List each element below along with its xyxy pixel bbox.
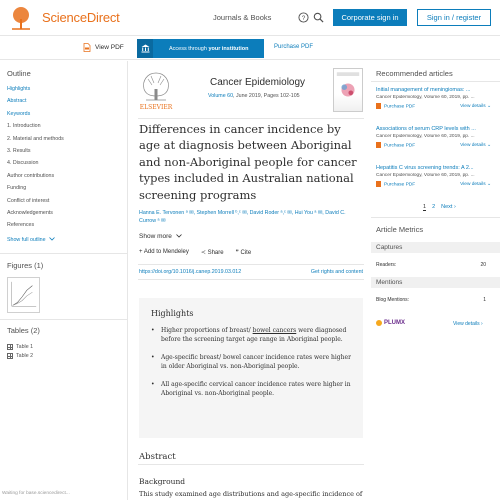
page-1-link[interactable]: 1 [423,204,427,210]
publisher-name: ELSEVIER [139,104,173,111]
show-more-label: Show more [139,233,172,240]
chevron-right-icon: › [480,321,483,327]
recommended-title-link[interactable]: Initial management of meningiomas: ... [376,87,471,93]
issue-info: , June 2019, Pages 102-105 [233,93,300,99]
recommended-article [376,126,491,148]
view-details-label: View details [453,321,480,327]
quote-icon: ❞ [235,250,239,256]
author-list[interactable]: Hanna E. Tervonen ᵃ ✉, Stephen Morrell ᵇ,ᶜ ✉, David Roder ᵃ,ᶜ ✉, Hui You ᵃ ✉, David C. Currow ᵃ ✉ [139,210,346,224]
recommended-title: Recommended articles [376,69,453,78]
chevron-down-icon: ⌄ [486,103,491,109]
figures-title: Figures (1) [7,261,44,270]
highlight-item [151,353,351,371]
plus-icon: + [139,249,143,255]
outline-item[interactable]: Highlights [7,86,31,92]
chevron-down-icon [176,234,182,238]
readers-row [376,262,486,268]
table-icon [7,353,13,359]
outline-item[interactable]: 3. Results [7,148,31,154]
purchase-pdf-link[interactable] [376,103,415,109]
highlight-term-link[interactable]: bowel cancers [252,327,297,334]
show-full-outline-link[interactable] [7,237,55,243]
status-bar-text: Waiting for base.sciencedirect... [2,491,70,496]
share-button[interactable] [201,249,224,256]
sidebar-divider [0,253,127,254]
view-details-link[interactable] [460,104,491,109]
chevron-down-icon [49,237,55,241]
signin-register-button[interactable]: Sign in / register [417,9,491,26]
recommended-title-link[interactable]: Associations of serum CRP levels with ... [376,126,476,132]
outline-title: Outline [7,69,31,78]
tables-title: Tables (2) [7,326,40,335]
table-link-1[interactable] [7,344,33,350]
highlight-text: All age-specific cervical cancer incidence rates were higher in Aboriginal vs. non-Aboriginal people. [161,381,351,397]
doi-row [138,264,364,280]
recommended-meta: Cancer Epidemiology, Volume 60, 2019, pp. ... [376,95,475,100]
journal-name-link[interactable]: Cancer Epidemiology [210,77,306,88]
show-full-outline-label: Show full outline [7,237,46,243]
outline-item[interactable]: 4. Discussion [7,160,39,167]
outline-item[interactable]: Keywords [7,110,31,117]
view-details-label: View details [460,103,486,109]
outline-item[interactable]: Conflict of interest [7,197,50,204]
blog-mentions-value: 1 [483,297,486,303]
outline-item[interactable]: Funding [7,185,27,192]
outline-item[interactable]: Acknowledgements [7,210,53,216]
institution-icon [137,39,153,58]
plumx-icon [376,320,382,326]
page-2-link[interactable]: 2 [432,204,436,210]
article-metrics-title: Article Metrics [376,225,424,234]
recommended-actions [376,181,491,187]
purchase-pdf-link[interactable]: Purchase PDF [274,44,314,50]
pdf-icon [83,43,91,52]
sidebar-divider [0,319,127,320]
left-sidebar [0,61,128,500]
elsevier-logo[interactable] [139,69,173,111]
show-more-button[interactable] [139,233,182,240]
table-link-label: Table 1 [16,344,34,350]
your-institution-label: your institution [208,45,249,52]
recommended-article [376,87,491,109]
metrics-view-details-link[interactable] [453,321,483,327]
chevron-right-icon: › [453,204,456,210]
outline-item[interactable]: 1. Introduction [7,123,41,130]
view-pdf-label: View PDF [95,44,124,51]
blog-mentions-label: Blog Mentions: [376,297,410,303]
mentions-header: Mentions [371,277,500,288]
highlight-text: were diagnosed before the screening target age range in Aboriginal people. [161,327,347,343]
recommended-title-link[interactable]: Hepatitis C virus screening trends: A 2... [376,165,474,171]
journal-cover-image[interactable] [333,68,363,112]
highlight-text: Age-specific breast/ bowel cancer incidence rates were higher in older Aboriginal vs. non-Aboriginal people. [161,354,351,370]
recommended-meta: Cancer Epidemiology, Volume 60, 2019, pp. ... [376,134,475,139]
recommended-actions [376,142,491,148]
divider [371,81,500,82]
rights-link[interactable]: Get rights and content [310,269,363,275]
purchase-pdf-link[interactable] [376,142,415,148]
outline-item[interactable]: 2. Material and methods [7,135,64,142]
corporate-signin-button[interactable]: Corporate sign in [333,9,407,26]
view-details-link[interactable] [460,182,491,187]
recommended-article [376,165,491,187]
divider [371,217,500,218]
add-mendeley-button[interactable] [139,249,189,256]
readers-value: 20 [480,262,486,268]
chevron-down-icon: ⌄ [486,181,491,187]
article-title: Differences in cancer incidence by age at diagnosis between Aboriginal and non-Aboriginal people for cancer types included in Australian national screening programs [139,122,357,202]
pdf-icon [376,142,381,148]
next-label: Next [441,204,453,210]
background-heading: Background [139,477,186,486]
highlight-item [151,326,351,344]
plumx-logo[interactable] [376,320,405,326]
highlights-list [151,326,351,398]
share-label: Share [207,250,224,256]
abstract-text: This study examined age distributions and age-specific incidence of [139,490,363,498]
outline-item[interactable]: References [7,222,35,229]
access-institution-button[interactable] [137,39,264,58]
purchase-pdf-label: Purchase PDF [384,143,416,149]
readers-label: Readers: [376,262,397,268]
volume-link[interactable]: Volume 60 [208,93,234,99]
outline-item[interactable]: Author contributions [7,172,55,179]
elsevier-tree-logo[interactable] [6,5,36,31]
add-mendeley-label: Add to Mendeley [143,249,189,255]
purchase-pdf-label: Purchase PDF [384,182,416,188]
journal-meta [208,93,300,99]
abstract-divider [138,464,364,465]
captures-header: Captures [371,242,500,253]
table-link-label: Table 2 [16,353,34,359]
cite-label: Cite [240,250,252,256]
journals-books-link[interactable]: Journals & Books [213,13,272,22]
view-details-label: View details [460,142,486,148]
table-link-2[interactable] [7,353,33,359]
highlights-box [139,298,363,438]
access-through-label: Access through [169,45,207,52]
doi-link[interactable]: https://doi.org/10.1016/j.canep.2019.03.012 [139,269,242,275]
cite-button[interactable] [236,249,252,256]
journal-header [138,67,364,119]
purchase-pdf-label: Purchase PDF [384,104,416,110]
abstract-title: Abstract [139,452,176,462]
chevron-down-icon: ⌄ [486,142,491,148]
highlights-title: Highlights [151,309,194,318]
recommended-actions [376,103,491,109]
figure-thumbnail[interactable] [7,277,40,313]
highlight-text: Higher proportions of breast/ [161,327,253,334]
sciencedirect-brand[interactable]: ScienceDirect [42,10,120,25]
search-icon[interactable] [313,12,324,23]
recommended-meta: Cancer Epidemiology, Volume 60, 2019, pp. ... [376,173,475,178]
recommended-pager [423,204,456,211]
purchase-pdf-link[interactable] [376,181,415,187]
pdf-icon [376,103,381,109]
table-icon [7,344,13,350]
view-details-link[interactable] [460,143,491,148]
view-details-label: View details [460,181,486,187]
outline-item[interactable]: Abstract [7,98,27,105]
share-icon: ≺ [200,250,206,256]
article-toolbar [0,37,500,60]
blog-mentions-row [376,297,486,303]
svg-text:?: ? [301,14,306,22]
top-header [0,0,500,36]
help-icon[interactable] [298,12,309,23]
highlight-item [151,380,351,398]
article-actions [139,249,251,256]
pdf-icon [376,181,381,187]
view-pdf-button[interactable] [83,43,124,52]
next-page-link[interactable] [441,204,456,211]
plumx-label: PLUMX [384,320,405,326]
